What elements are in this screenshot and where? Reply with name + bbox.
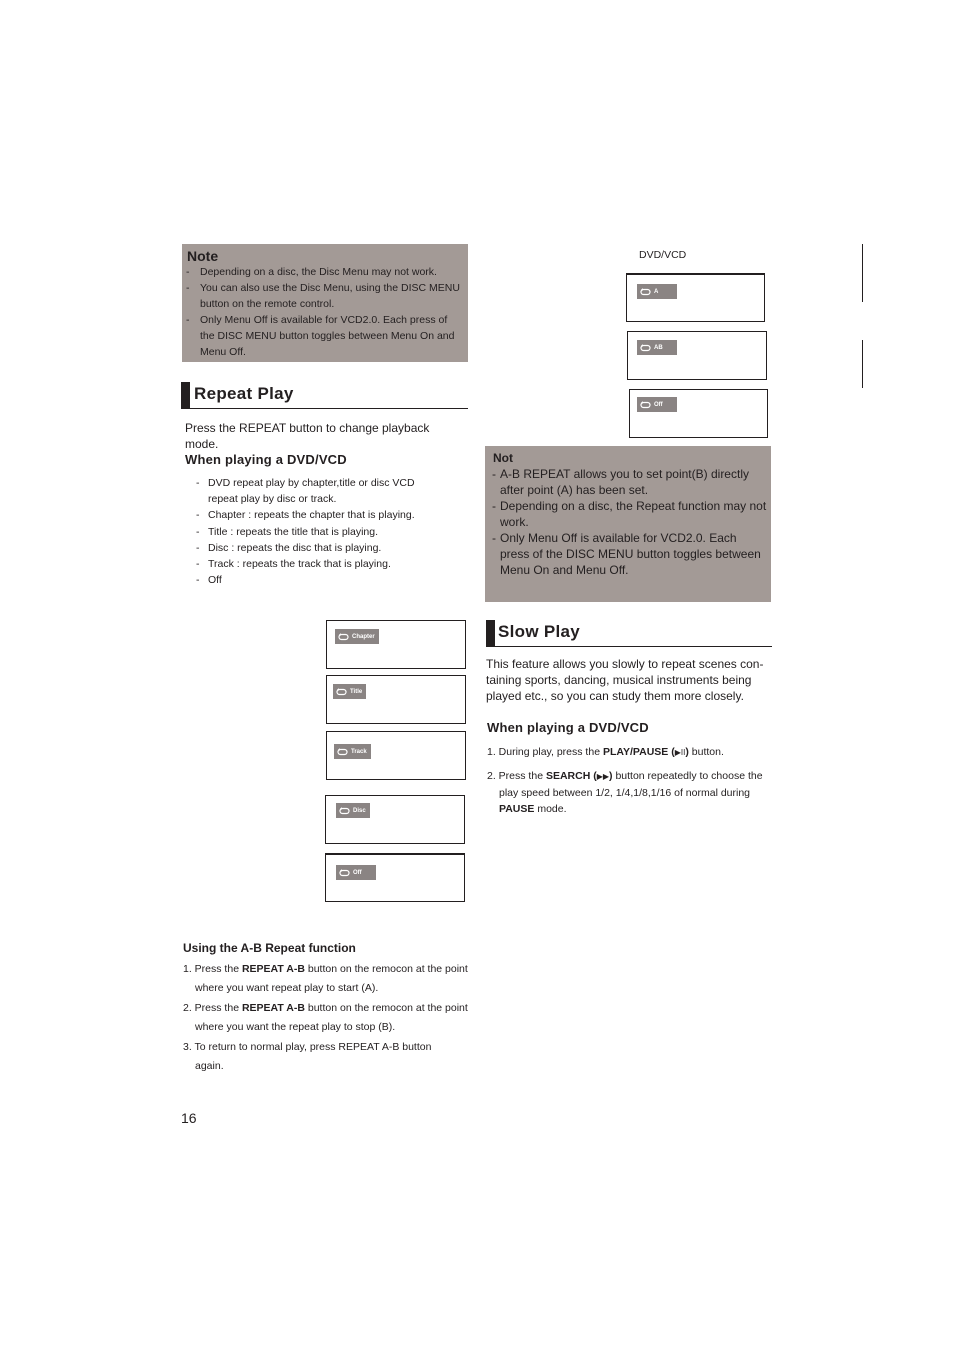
step-item: 1. Press the REPEAT A-B button on the remocon at the point where you want repeat play to start (A). bbox=[183, 963, 468, 994]
note-title: Not bbox=[493, 451, 513, 465]
osd-label: Off bbox=[353, 869, 362, 876]
edge-mark bbox=[862, 340, 863, 388]
osd-screen-title bbox=[326, 675, 466, 724]
note-item: - A-B REPEAT allows you to set point(B) directly after point (A) has been set. bbox=[492, 467, 749, 497]
note-list bbox=[182, 264, 464, 360]
note-item: - Only Menu Off is available for VCD2.0. Each press of the DISC MENU button toggles between Menu On and Menu Off. bbox=[492, 531, 761, 577]
slow-step-2: 2. Press the SEARCH (▶▶) button repeatedly to choose the play speed between 1/2, 1/4,1/8,1/16 of normal during PAUSE mode. bbox=[487, 770, 763, 815]
repeat-icon bbox=[339, 869, 350, 877]
list-item: - Off bbox=[184, 572, 434, 588]
repeat-icon bbox=[337, 748, 348, 756]
page-number: 16 bbox=[181, 1110, 197, 1126]
osd-tag bbox=[637, 284, 677, 299]
edge-mark bbox=[862, 244, 863, 302]
osd-screen-a bbox=[626, 273, 765, 322]
list-item: - DVD repeat play by chapter,title or disc VCD repeat play by disc or track. bbox=[184, 475, 434, 507]
heading-bar bbox=[181, 382, 190, 408]
repeat-icon bbox=[336, 688, 347, 696]
note-list bbox=[492, 466, 768, 578]
osd-label: AB bbox=[654, 344, 663, 351]
slow-intro: This feature allows you slowly to repeat scenes con-taining sports, dancing, musical instruments being played etc., so you can study them more closely. bbox=[486, 657, 764, 703]
note-item: - You can also use the Disc Menu, using the DISC MENU button on the remote control. bbox=[182, 280, 464, 312]
list-item: - Title : repeats the title that is playing. bbox=[184, 524, 434, 540]
repeat-icon bbox=[640, 401, 651, 409]
play-pause-icon: ▶II bbox=[674, 748, 686, 757]
note-box-right bbox=[485, 446, 771, 602]
list-item: - Chapter : repeats the chapter that is playing. bbox=[184, 507, 434, 523]
fast-forward-icon: ▶▶ bbox=[596, 772, 610, 781]
list-item: - Track : repeats the track that is playing. bbox=[184, 556, 434, 572]
osd-tag bbox=[334, 744, 371, 759]
osd-screen-disc bbox=[325, 795, 465, 844]
osd-screen-off bbox=[325, 853, 465, 902]
osd-tag bbox=[637, 340, 677, 355]
osd-label: Chapter bbox=[352, 633, 375, 640]
slow-play-heading bbox=[486, 620, 772, 647]
repeat-subhead: When playing a DVD/VCD bbox=[185, 452, 347, 467]
osd-screen-chapter bbox=[326, 620, 466, 669]
osd-screen-ab bbox=[627, 331, 767, 380]
dvd-vcd-label: DVD/VCD bbox=[639, 249, 687, 261]
section-title: Repeat Play bbox=[194, 384, 294, 403]
slow-subhead: When playing a DVD/VCD bbox=[487, 720, 649, 735]
osd-screen-ab-off bbox=[629, 389, 768, 438]
osd-screen-track bbox=[326, 731, 466, 780]
osd-label: Title bbox=[350, 688, 363, 695]
repeat-icon bbox=[339, 807, 350, 815]
note-box-left bbox=[182, 244, 468, 362]
osd-label: Track bbox=[351, 748, 367, 755]
repeat-intro: Press the REPEAT button to change playback mode. bbox=[185, 421, 430, 451]
repeat-icon bbox=[640, 344, 651, 352]
osd-tag bbox=[336, 865, 376, 880]
osd-label: Disc bbox=[353, 807, 366, 814]
repeat-icon bbox=[338, 633, 349, 641]
slow-step-1: 1. During play, press the PLAY/PAUSE (▶II) button. bbox=[487, 746, 724, 758]
osd-label: Off bbox=[654, 401, 663, 408]
ab-repeat-heading: Using the A-B Repeat function bbox=[183, 941, 356, 955]
note-item: - Depending on a disc, the Disc Menu may not work. bbox=[182, 264, 464, 280]
note-item: - Depending on a disc, the Repeat function may not work. bbox=[492, 499, 767, 529]
ab-repeat-steps bbox=[183, 960, 473, 1076]
note-item: - Only Menu Off is available for VCD2.0. Each press of the DISC MENU button toggles between Menu On and Menu Off. bbox=[182, 312, 464, 360]
list-item: - Disc : repeats the disc that is playing. bbox=[184, 540, 434, 556]
note-title: Note bbox=[187, 248, 219, 264]
step-item: 2. Press the REPEAT A-B button on the remocon at the point where you want the repeat play to stop (B). bbox=[183, 1002, 468, 1033]
osd-tag bbox=[336, 803, 370, 818]
repeat-icon bbox=[640, 288, 651, 296]
heading-bar bbox=[486, 620, 495, 646]
step-item: 3. To return to normal play, press REPEAT A-B button again. bbox=[183, 1041, 432, 1072]
repeat-play-heading bbox=[181, 382, 468, 409]
section-title: Slow Play bbox=[498, 622, 581, 641]
osd-tag bbox=[637, 397, 677, 412]
osd-tag bbox=[335, 629, 379, 644]
osd-tag bbox=[333, 684, 366, 699]
osd-label: A bbox=[654, 288, 659, 295]
repeat-mode-list bbox=[184, 475, 434, 588]
